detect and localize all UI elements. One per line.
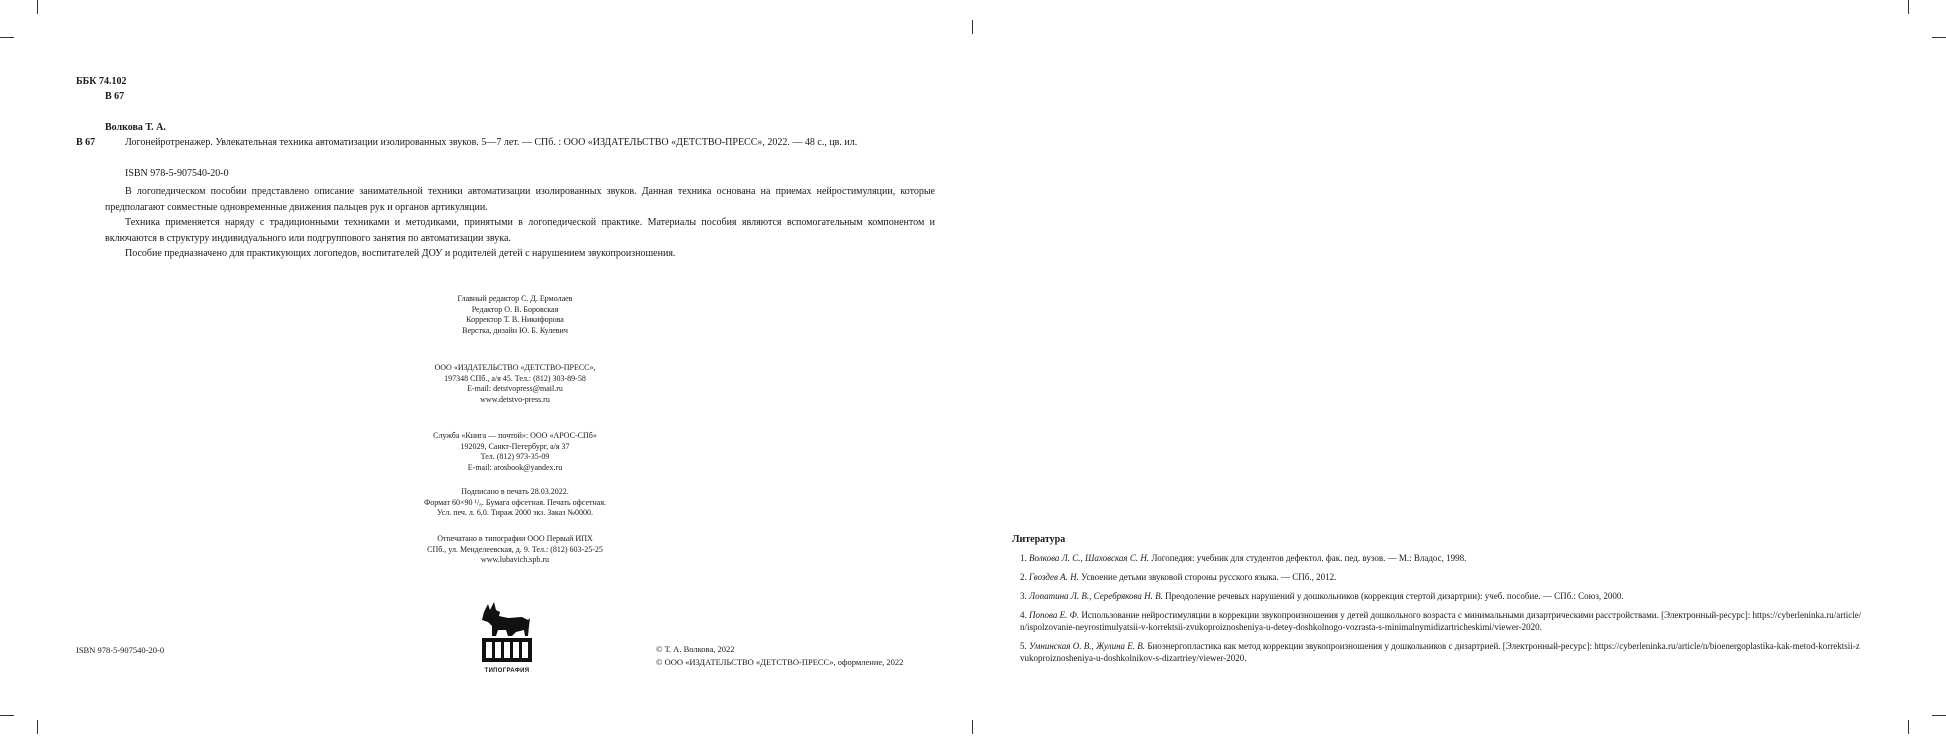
item-number: 4. — [1020, 610, 1027, 620]
item-text: Усвоение детьми звуковой стороны русского языка. — СПб., 2012. — [1081, 572, 1337, 582]
printer-logo-caption: ТИПОГРАФИЯ — [484, 668, 530, 674]
copyright-block — [656, 643, 903, 669]
list-item — [1012, 571, 1862, 583]
crop-mark — [37, 0, 38, 14]
crop-mark — [1932, 37, 1946, 38]
list-item — [1012, 609, 1862, 633]
annotation-paragraph: Техника применяется наряду с традиционными техниками и методиками, принятыми в логопедической практике. Материалы пособия являются вспомогательным компонентом и включаются в структуру индивидуального или подгруппового занятия по автоматизации звука. — [105, 217, 935, 244]
item-authors: Попова Е. Ф. — [1029, 610, 1080, 620]
annotation-paragraph: Пособие предназначено для практикующих логопедов, воспитателей ДОУ и родителей детей с нарушением звукопроизношения. — [125, 248, 676, 259]
item-authors: Гвоздев А. Н. — [1029, 572, 1079, 582]
item-text: Использование нейростимуляции в коррекции звукопроизношения у детей дошкольного возраста с минимальными дизартрическими расстройствами. [Электронный-ресурс]: https://cyberleninka.ru/article/n/ispolzovanie-neyrostimulyatsii-v-korrektsii-zvukoproiznosheniya-u-detey-doshkolnogo-vozrasta-s-minimalnymidizartricheskimi/viewer-2020. — [1020, 610, 1862, 632]
crop-mark — [0, 37, 14, 38]
item-authors: Лопатина Л. В., Серебрякова Н. В. — [1029, 591, 1163, 601]
author-mark: В 67 — [76, 137, 96, 148]
printer-line: Отпечатано в типографии ООО Первый ИПХ — [437, 534, 593, 543]
crop-mark — [972, 20, 973, 34]
item-text: Биоэнергопластика как метод коррекции звукопроизношения у дошкольников с дизартрией. [Электронный-ресурс]: https://cyberleninka.ru/article/n/bioenergoplastika-kak-metod-korrektsii-zvukoproiznosheniya-u-doshkolnikov-s-dizartriey/viewer-2020. — [1020, 641, 1860, 663]
printer-logo — [478, 600, 536, 672]
printer-website: www.lubavich.spb.ru — [480, 555, 550, 564]
staff-line: Корректор Т. В. Никифорова — [466, 315, 564, 324]
publisher-email: E-mail: detstvopress@mail.ru — [467, 384, 563, 393]
mail-service-line: Служба «Книга — почтой»: ООО «АРОС-СПб» — [433, 431, 597, 440]
publisher-website: www.detstvo-press.ru — [480, 394, 550, 404]
mail-service-line: 192029, Санкт-Петербург, а/я 37 — [460, 441, 570, 451]
print-info-line: Подписано в печать 28.03.2022. — [461, 487, 569, 496]
crop-mark — [1908, 0, 1909, 14]
item-number: 5. — [1020, 641, 1027, 651]
bbk-index: В 67 — [105, 91, 125, 102]
printer-info — [360, 534, 670, 566]
crop-mark — [0, 715, 14, 716]
print-info-line: Усл. печ. л. 6,0. Тираж 2000 экз. Заказ №0000. — [437, 508, 593, 517]
crop-mark — [1932, 715, 1946, 716]
author-heading: Волкова Т. А. — [105, 122, 166, 133]
publisher-line: ООО «ИЗДАТЕЛЬСТВО «ДЕТСТВО-ПРЕСС», — [434, 363, 596, 372]
printer-line: СПб., ул. Менделеевская, д. 9. Тел.: (812) 603-25-25 — [427, 544, 603, 554]
copyright-line: © Т. А. Волкова, 2022 — [656, 644, 735, 654]
isbn-bottom: ISBN 978-5-907540-20-0 — [76, 645, 165, 655]
print-info — [360, 487, 670, 519]
isbn-line: ISBN 978-5-907540-20-0 — [125, 168, 229, 179]
list-item — [1012, 590, 1862, 602]
literature-list — [1012, 552, 1862, 671]
crop-mark — [37, 720, 38, 734]
annotation — [105, 184, 935, 262]
scottie-dog-icon — [478, 600, 536, 662]
annotation-paragraph: В логопедическом пособии представлено описание занимательной техники автоматизации изолированных звуков. Данная техника основана на приемах нейростимуляции, которые предполагают совместные одновременные движения пальцев рук и органов артикуляции. — [105, 186, 935, 213]
item-text: Преодоление речевых нарушений у дошкольников (коррекция стертой дизартрии): учеб. пособие. — СПб.: Союз, 2000. — [1165, 591, 1624, 601]
copyright-line: © ООО «ИЗДАТЕЛЬСТВО «ДЕТСТВО-ПРЕСС», оформление, 2022 — [656, 657, 904, 667]
item-text: Логопедия: учебник для студентов дефектол. фак. пед. вузов. — М.: Владос, 1998. — [1151, 553, 1467, 563]
mail-service-line: Тел. (812) 973-35-09 — [480, 452, 550, 461]
staff-line: Верстка, дизайн Ю. Б. Кулевич — [462, 325, 568, 335]
literature-heading: Литература — [1012, 534, 1066, 545]
publisher-info — [370, 363, 660, 405]
staff-line: Редактор О. В. Боровская — [471, 304, 559, 314]
staff-line: Главный редактор С. Д. Ермолаев — [457, 294, 573, 303]
print-info-line: Формат 60×90 ¹/₈. Бумага офсетная. Печать офсетная. — [423, 497, 607, 507]
crop-mark — [1908, 720, 1909, 734]
mail-service-email: E-mail: arosbook@yandex.ru — [467, 462, 563, 472]
mail-service-info — [370, 431, 660, 473]
item-number: 3. — [1020, 591, 1027, 601]
list-item — [1012, 640, 1862, 664]
item-authors: Волкова Л. С., Шаховская С. Н. — [1029, 553, 1150, 563]
item-number: 1. — [1020, 553, 1027, 563]
staff-credits — [390, 294, 640, 336]
bbk-code: ББК 74.102 — [76, 76, 127, 87]
publisher-line: 197348 СПб., а/я 45. Тел.: (812) 303-89-58 — [444, 373, 586, 383]
item-authors: Умнинская О. В., Жулина Е. В. — [1029, 641, 1146, 651]
list-item — [1012, 552, 1862, 564]
item-number: 2. — [1020, 572, 1027, 582]
biblio-description: Логонейротренажер. Увлекательная техника автоматизации изолированных звуков. 5—7 лет. — СПб. : ООО «ИЗДАТЕЛЬСТВО «ДЕТСТВО-ПРЕСС», 2022. — 48 с., цв. ил. — [125, 137, 858, 148]
crop-mark — [972, 720, 973, 734]
